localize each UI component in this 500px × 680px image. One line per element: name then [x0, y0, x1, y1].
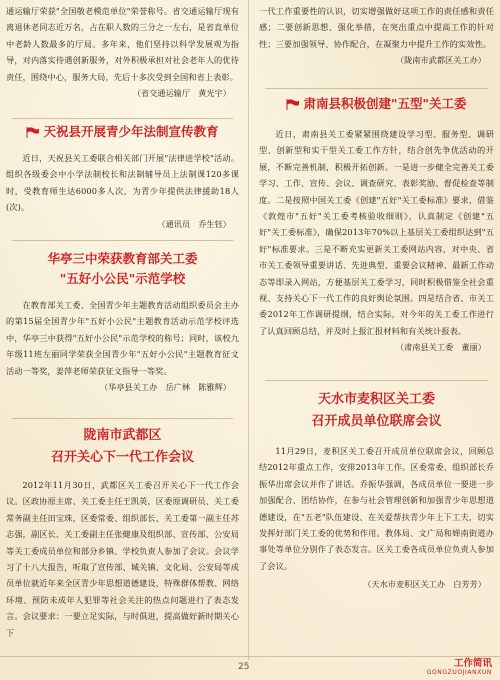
footer-brand-cn: 工作简讯: [453, 658, 492, 669]
article-maiji: [259, 380, 494, 592]
footer-brand-en: GONGZUOJIANXUN: [426, 669, 492, 676]
intro-text: 通运输厅荣获"全国敬老模范单位"荣誉称号。省交通运输厅现有离退休老同志近万名，占在职人数的三分之一左右，是省直单位中老龄人数最多的厅局。多年来，他们坚持以科学发展观为指导，对内落实待遇创新服务，对外积极承担对社会老年人的优待责任，围绕中心，服务大局，先后十多次受到全国和省上表彰。: [6, 6, 239, 82]
article-title-line1: 陇南市武都区: [83, 428, 162, 443]
flag-icon: [26, 127, 40, 138]
article-title-line1: 华亭三中荣获教育部关工委: [47, 251, 198, 266]
article-signature: （肃南县关工委 董丽）: [395, 342, 486, 353]
footer-rule: [0, 656, 500, 657]
article-title: 肃南县积极创建"五型"关工委: [303, 96, 467, 111]
article-title-line2: 召开成员单位联席会议: [311, 414, 442, 429]
article-body: 在教育部关工委、全国青少年主题教育活动组织委员会主办的第15届全国青少年"五好小公民"主题教育活动示范学校评选中，华亭三中获得"五好小公民"示范学校的称号；同时，该校九年级11班左丽同学荣获全国青少年"五好小公民"主题教育征文活动一等奖，姜萍老师荣获征文指导一等奖。: [6, 300, 239, 376]
article-huating: [6, 240, 239, 395]
article-signature: （华亭县关工办 岳广林 陈雅辉）: [99, 382, 231, 393]
article-body: 近日，天祝县关工委联合相关部门开展"法律进学校"活动。组织各级委会中小学法制校长和法制辅导员上法制课120多课时，受教育师生达6000多人次，为青少年提供法律援助18人(次)。: [6, 153, 239, 213]
article-wudu: [6, 418, 239, 641]
footer-brand: [427, 658, 492, 677]
divider: [12, 118, 233, 119]
article-sunan: [259, 88, 494, 355]
article-signature: （通讯员 乔生钰）: [157, 218, 231, 229]
article-title: 天祝县开展青少年法制宣传教育: [43, 124, 219, 139]
article-body: 近日，肃南县关工委紧紧围绕建设学习型、服务型、调研型、创新型和实干型关工委工作方针，结合创先争优活动的开展，不断完善机制，积极开拓创新。一是进一步健全完善关工委学习、工作、宣传、会议、调查研究、表彰奖励、督促检查等制度。二是按照中国关工委《创建"五好"关工委标准》要求，借鉴《敦煌市"五好"关工委考核验收细则》，认真制定《创建"五好"关工委标准》，确保2013年70%以上基层关工委组织达到"五好"标准要求。三是不断充实更新关工委网站内容，对中央、省市关工委领导重要讲话、先进典型、重要会议精神、最新工作动态等即录入网站，方便基层关工委学习，同时积极借鉴全社会重视、支持关心下一代工作的良好舆论氛围。四是结合省、市关工委2012年工作调研提纲，结合实际，对今年的关工委工作进行了认真回顾总结，并及时上报汇报材料和有关统计报表。: [259, 129, 494, 336]
intro-block: [6, 3, 239, 101]
continued-signature: （陇南市武都区关工办）: [395, 55, 486, 66]
continued-block: [259, 3, 494, 68]
article-body: 11月29日，麦积区关工委召开成员单位联席会议，回顾总结2012年重点工作，安排2013年工作。区委常委、组织部长乔振华出席会议并作了讲话。乔振华强调，各成员单位一要进一步加强配合、团结协作，在参与社会管理创新和加强青少年思想道德建设，在"五老"队伍建设、在关爱帮扶青少年上下工夫，切实发挥好部门关工委的优势和作用。教体局、文广局和婵南街道办事处等单位分别作了表态发言。区关工委各成员单位负责人参加了会议。: [259, 446, 494, 571]
page-number: 25: [238, 662, 250, 672]
article-title-line1: 天水市麦积区关工委: [317, 392, 435, 407]
article-signature: （天水市麦积区关工办 白芳芳）: [363, 579, 486, 590]
divider: [265, 88, 488, 89]
article-tianzhu: [6, 118, 239, 232]
article-title-line2: 召开关心下一代工作会议: [50, 450, 194, 465]
flag-icon: [286, 99, 300, 110]
continued-text: 一代工作重要性的认识，切实增强做好这项工作的责任感和责任感；二要创新思想、强化举措，在突出重点中提高工作的针对性；三要加强领导、协作配合，在凝聚力中提升工作的实效性。: [259, 6, 494, 49]
intro-signature: （省交通运输厅 黄光宇）: [132, 88, 231, 99]
article-title-line2: "五好小公民"示范学校: [59, 271, 186, 286]
column-divider: [248, 0, 249, 660]
article-body: 2012年11月30日，武都区关工委召开关心下一代工作会议。区政协原主席、关工委主任王凯英，区委原调研员、关工委常务副主任田宝珠，区委常委、组织部长、关工委第一副主任苏志强，副区长、关工委副主任张健康及组织部、宣传部、公安局等关工委成员单位和部分乡镇、学校负责人参加了会议。会议学习了十八大报告，听取了宣传部、城关镇、文化局、公安局等成员单位就近年来全区青少年思想道德建设、特殊群体帮教、网络环境、预防未成年人犯罪等社会关注的热点问题进行了表态发言。会议要求：一要立足实际，与时俱进，提高做好新时期关心下: [6, 480, 239, 638]
